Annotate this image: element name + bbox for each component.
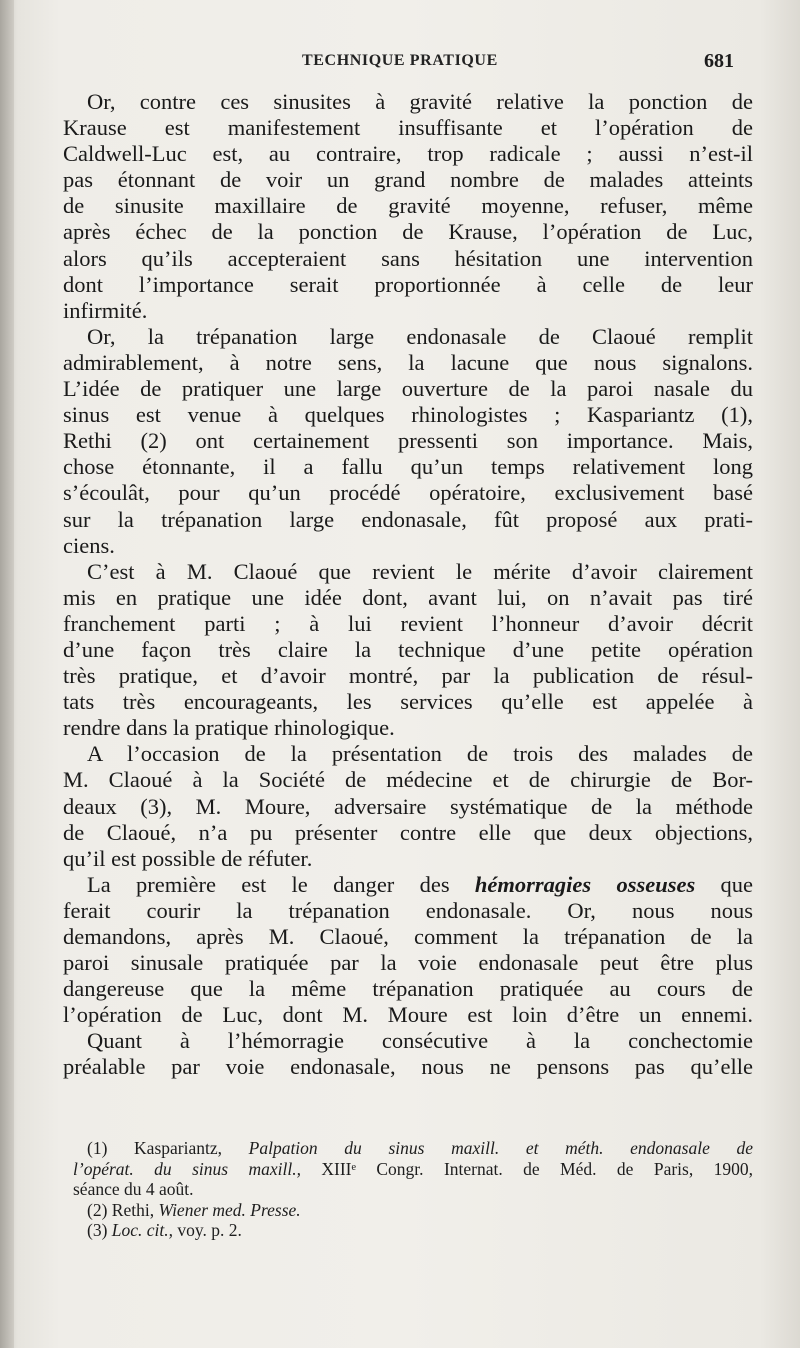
footnote-text: voy. p. 2.: [177, 1220, 242, 1240]
text-line: alors qu’ils accepteraient sans hésitation une intervention: [63, 245, 753, 271]
text-line: chose étonnante, il a fallu qu’un temps relativement long: [63, 454, 753, 480]
text-line: de Claoué, n’a pu présenter contre elle que deux objections,: [63, 819, 753, 845]
text-line: Or, contre ces sinusites à gravité relative la ponction de: [87, 89, 753, 114]
footnote-title: l’opérat. du sinus maxill.,: [73, 1158, 301, 1179]
text-line: infirmité.: [63, 297, 148, 323]
footnote-title: Palpation du sinus maxill. et méth. endonasale de: [248, 1138, 753, 1158]
text-line: admirablement, à notre sens, la lacune que nous signalons.: [63, 349, 753, 375]
body-text: [63, 89, 753, 1081]
footnote-2: [73, 1200, 753, 1221]
text-line: Rethi (2) ont certainement pressenti son importance. Mais,: [63, 428, 753, 454]
footnote-mark: (1): [87, 1138, 108, 1158]
footnote-author: Kaspariantz,: [134, 1138, 222, 1158]
page-gutter-shadow: [0, 0, 14, 1348]
footnote-title: Wiener med. Presse.: [158, 1199, 301, 1220]
text-line: s’écoulât, pour qu’un procédé opératoire, exclusivement basé: [63, 480, 753, 506]
running-head: TECHNIQUE PRATIQUE: [302, 52, 498, 69]
page-header: [0, 50, 800, 76]
text-line: mis en pratique une idée dont, avant lui, on n’avait pas tiré: [63, 584, 753, 610]
text-line: tats très encourageants, les services qu’elle est appelée à: [63, 689, 753, 715]
footnote-mark: (3): [87, 1220, 108, 1240]
text-line: C’est à M. Claoué que revient le mérite d’avoir clairement: [87, 558, 753, 584]
footnote-1-cont: [73, 1159, 753, 1180]
text-line: dont l’importance serait proportionnée à celle de leur: [63, 271, 753, 297]
footnotes: [73, 1138, 753, 1241]
text-line: M. Claoué à la Société de médecine et de chirurgie de Bor-: [63, 767, 753, 793]
emphasis-hemorragies: hémorragies osseuses: [474, 871, 696, 897]
text-line-mixed: [63, 872, 753, 898]
text-line: L’idée de pratiquer une large ouverture de la paroi nasale du: [63, 376, 753, 402]
footnote-text: XIIIᵉ Congr. Internat. de Méd. de Paris, 1900,: [321, 1158, 753, 1179]
text-line: l’opération de Luc, dont M. Moure est loin d’être un ennemi.: [63, 1002, 753, 1028]
text-line: ferait courir la trépanation endonasale. Or, nous nous: [63, 897, 753, 923]
text-line: A l’occasion de la présentation de trois des malades de: [87, 741, 753, 767]
text-line: très pratique, et d’avoir montré, par la publication de résul-: [63, 663, 753, 689]
footnote-1-end: séance du 4 août.: [73, 1179, 194, 1199]
text-line: qu’il est possible de réfuter.: [63, 845, 313, 871]
text-line: d’une façon très claire la technique d’une petite opération: [63, 636, 753, 662]
text-line: sinus est venue à quelques rhinologistes ; Kaspariantz (1),: [63, 402, 753, 428]
text-line: franchement parti ; à lui revient l’honneur d’avoir décrit: [63, 610, 753, 636]
footnote-author: Rethi,: [111, 1199, 155, 1220]
footnote-mark: (2): [87, 1199, 108, 1220]
text-line: Or, la trépanation large endonasale de Claoué remplit: [87, 323, 753, 349]
text-line: de sinusite maxillaire de gravité moyenne, refuser, même: [63, 193, 753, 219]
text-line: après échec de la ponction de Krause, l’opération de Luc,: [63, 219, 753, 245]
footnote-1: [73, 1138, 753, 1159]
text-line: Caldwell-Luc est, au contraire, trop radicale ; aussi n’est-il: [63, 141, 753, 167]
text-line: préalable par voie endonasale, nous ne pensons pas qu’elle: [63, 1054, 753, 1080]
footnote-ref: Loc. cit.,: [111, 1220, 174, 1240]
page-number: 681: [704, 50, 734, 72]
text-line: pas étonnant de voir un grand nombre de malades atteints: [63, 167, 753, 193]
text-line: dangereuse que la même trépanation pratiquée au cours de: [63, 976, 753, 1002]
text-line: demandons, après M. Claoué, comment la trépanation de la: [63, 924, 753, 949]
text-line: paroi sinusale pratiquée par la voie endonasale peut être plus: [63, 950, 753, 976]
footnote-3: [73, 1220, 753, 1241]
text-segment: que: [720, 871, 753, 897]
text-segment: La première est le danger des: [87, 871, 450, 897]
text-line: rendre dans la pratique rhinologique.: [63, 715, 395, 741]
text-line: ciens.: [63, 532, 115, 558]
text-line: deaux (3), M. Moure, adversaire systématique de la méthode: [63, 793, 753, 819]
text-line: sur la trépanation large endonasale, fût proposé aux prati-: [63, 506, 753, 532]
text-line: Krause est manifestement insuffisante et l’opération de: [63, 115, 753, 141]
text-line: Quant à l’hémorragie consécutive à la conchectomie: [87, 1028, 753, 1054]
